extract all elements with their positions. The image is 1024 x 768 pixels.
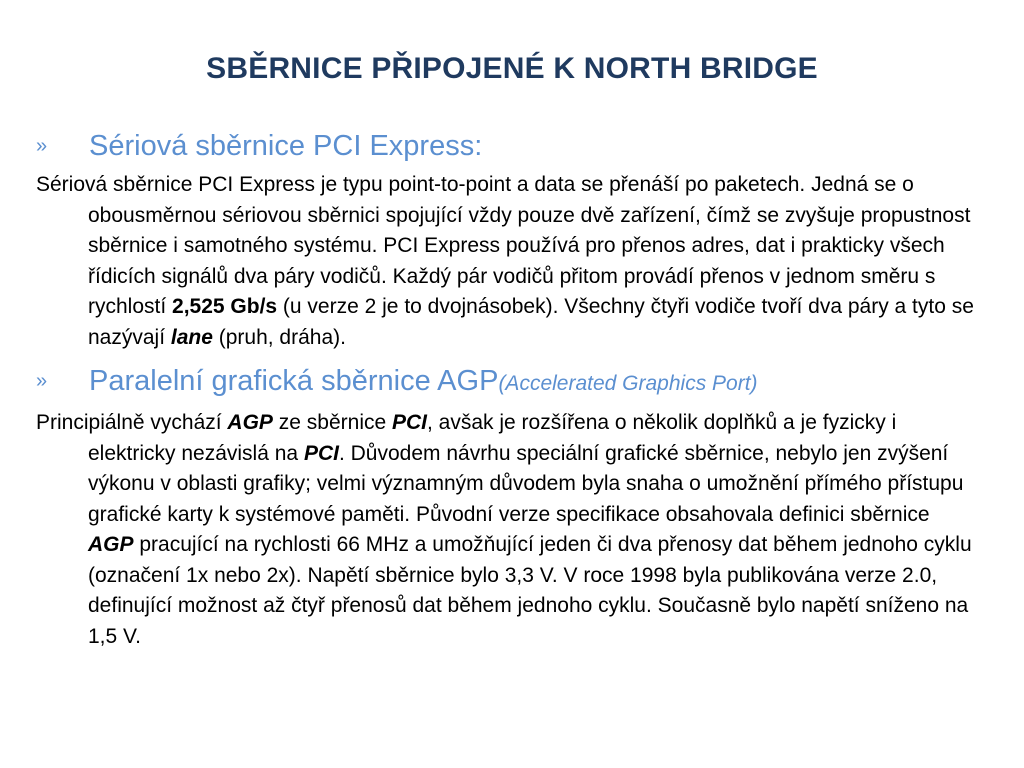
- agp-text-d: . Důvodem návrhu speciální grafické sběrnice, nebylo jen zvýšení výkonu v oblasti grafiky; velmi významným důvodem byla snaha o umožnění přímého přístupu grafické karty k systémové paměti. Původní verze specifikace obsahovala definici sběrnice: [88, 441, 964, 526]
- paragraph-pci-express: [36, 170, 976, 353]
- paragraph-agp: [36, 408, 976, 652]
- agp-term-1: AGP: [227, 411, 273, 434]
- bullet-agp: [36, 363, 976, 402]
- pcie-text-c: (pruh, dráha).: [212, 325, 346, 349]
- pcie-speed: 2,525 Gb/s: [172, 295, 278, 318]
- agp-term-2: AGP: [88, 533, 134, 556]
- agp-text-e: pracující na rychlosti 66 MHz a umožňující jeden či dva přenosy dat během jednoho cyklu (označení 1x nebo 2x). Napětí sběrnice bylo 3,3 V. V roce 1998 byla publikována verze 2.0, definující možnost až čtyř přenosů dat během jednoho cyklu. Současně bylo napětí sníženo na 1,5 V.: [88, 533, 972, 648]
- bullet-pci-express: [36, 128, 976, 164]
- pci-term-1: PCI: [392, 411, 428, 434]
- slide-content: [36, 128, 976, 662]
- bullet-heading-agp-note: (Accelerated Graphics Port): [498, 372, 758, 395]
- bullet-marker: »: [36, 370, 48, 392]
- agp-text-c: , avšak je rozšířena o několik doplňků a je fyzicky i elektricky nezávislá na: [88, 411, 897, 465]
- pci-term-2: PCI: [303, 441, 339, 465]
- pcie-text-a: Sériová sběrnice PCI Express je typu point-to-point a data se přenáší po paketech. Jedná se o obousměrnou sériovou sběrnici spojující vždy pouze dvě zařízení, čímž se zvyšuje propustnost sběrnice i samotného systému. PCI Express používá pro přenos adres, dat i prakticky všech řídicích signálů dva páry vodičů. Každý pár vodičů přitom provádí přenos v jednom směru s rychlostí: [36, 173, 971, 318]
- pcie-lane-term: lane: [170, 325, 213, 349]
- bullet-heading-pci-express: Sériová sběrnice PCI Express:: [89, 130, 483, 162]
- bullet-marker: »: [36, 135, 48, 157]
- pcie-text-b: (u verze 2 je to dvojnásobek). Všechny čtyři vodiče tvoří dva páry a tyto se nazývají: [88, 295, 974, 349]
- slide-title: SBĚRNICE PŘIPOJENÉ K NORTH BRIDGE: [206, 52, 818, 85]
- agp-text-a: Principiálně vychází: [36, 411, 228, 434]
- agp-text-b: ze sběrnice: [272, 411, 392, 434]
- bullet-heading-agp: Paralelní grafická sběrnice AGP: [89, 365, 499, 397]
